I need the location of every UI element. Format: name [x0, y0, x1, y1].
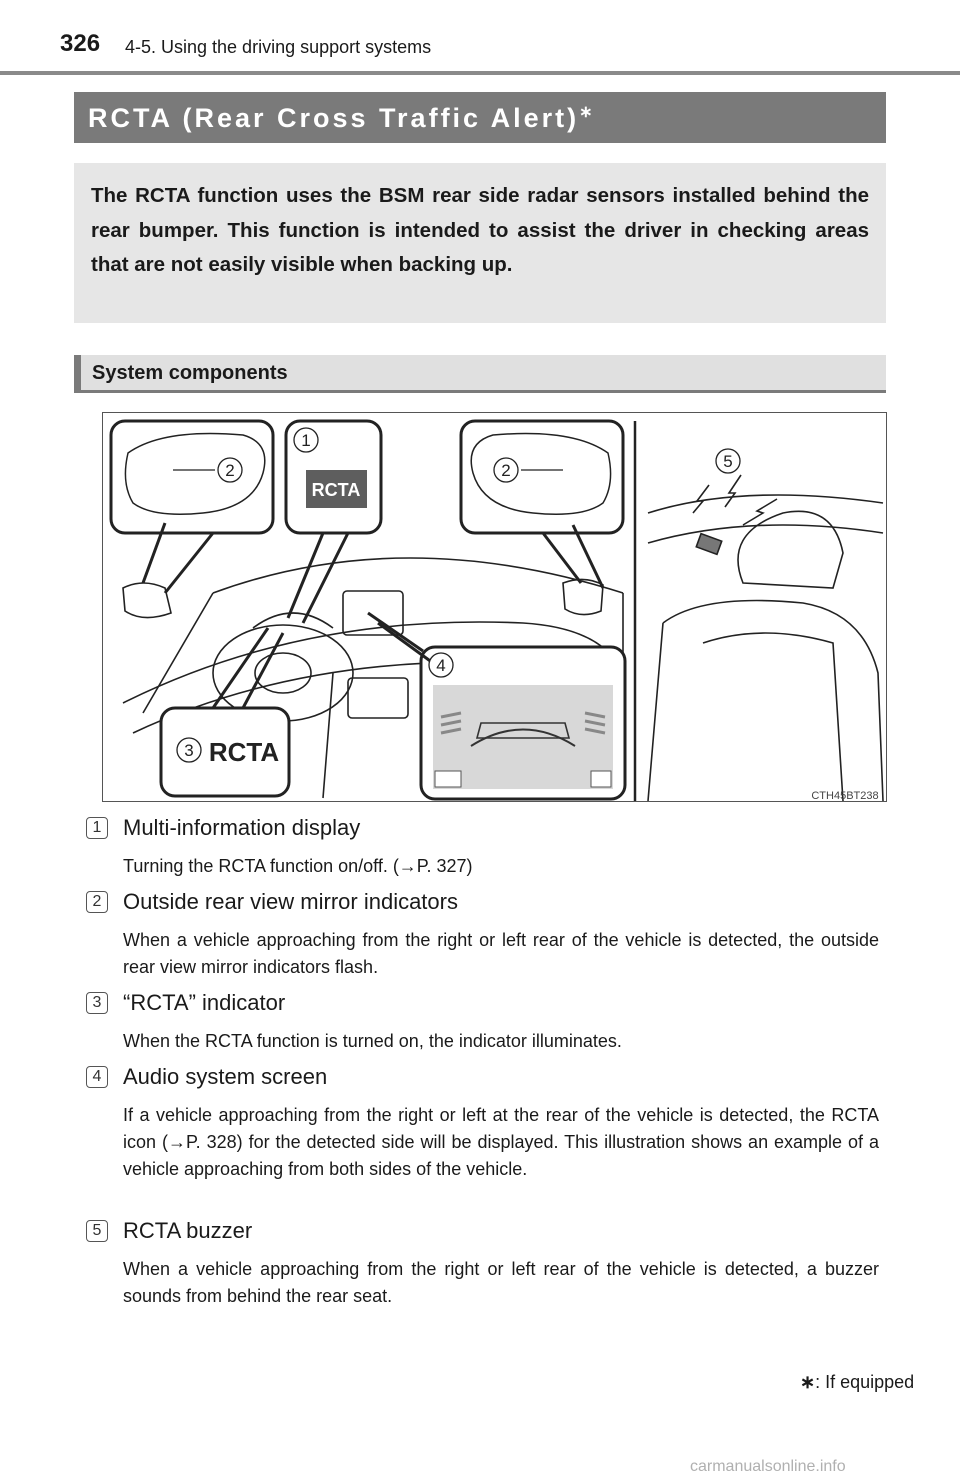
section-title: 4-5. Using the driving support systems — [125, 37, 432, 57]
item-title: Audio system screen — [123, 1064, 328, 1089]
mid-inset — [286, 421, 381, 623]
rear-shelf — [648, 495, 883, 513]
item-description: When a vehicle approaching from the right or left rear of the vehicle is detected, a buzzer sounds from behind the rear seat. — [123, 1259, 879, 1306]
item-number: 3 — [86, 992, 108, 1014]
subheading: System components — [92, 362, 288, 384]
callout-3: 3 — [184, 741, 194, 760]
headrest — [738, 511, 843, 588]
shift-area — [348, 678, 408, 718]
sound-wave-right — [743, 499, 777, 525]
item-number: 1 — [86, 817, 108, 839]
page-title — [88, 102, 593, 134]
footnote — [800, 1372, 914, 1393]
subheading-bar — [74, 355, 886, 393]
system-components-illustration — [102, 412, 887, 802]
item-description: When the RCTA function is turned on, the indicator illuminates. — [123, 1031, 622, 1051]
item-number: 4 — [86, 1066, 108, 1088]
left-mirror — [123, 583, 171, 618]
item-description: If a vehicle approaching from the right or left at the rear of the vehicle is detected, the RCTA icon (→P. 328) for the detected side will be displayed. This illustration shows an example of a vehicle approaching from both sides of the vehicle. — [123, 1105, 879, 1179]
rear-shelf-lower — [648, 525, 883, 543]
sound-wave-mid — [725, 475, 741, 507]
audio-screen-inset — [368, 613, 625, 799]
header-divider — [0, 71, 960, 75]
figure-code: CTH45BT238 — [811, 790, 879, 802]
item-title: Outside rear view mirror indicators — [123, 889, 458, 914]
watermark: carmanualsonline.info — [690, 1458, 846, 1475]
title-bar — [74, 92, 886, 143]
indicator-inset — [161, 628, 289, 796]
rear-seat — [648, 601, 883, 802]
item-title: RCTA buzzer — [123, 1218, 253, 1243]
mid-rcta-label: RCTA — [311, 480, 361, 500]
rear-seat-back — [703, 633, 843, 801]
callout-5: 5 — [723, 452, 733, 471]
item-number: 5 — [86, 1220, 108, 1242]
item-number: 2 — [86, 891, 108, 913]
equipped-marker: ∗ — [579, 104, 593, 121]
page-number: 326 — [60, 30, 101, 57]
windshield-line — [213, 558, 623, 593]
item-description: Turning the RCTA function on/off. (→P. 327) — [123, 856, 473, 876]
callout-1: 1 — [301, 431, 311, 450]
mirror-inset-left — [111, 421, 273, 593]
item-title: Multi-information display — [123, 815, 361, 840]
intro-box — [74, 163, 886, 323]
buzzer-unit — [696, 534, 721, 555]
illustration-svg — [103, 413, 887, 802]
callout-2-left: 2 — [225, 461, 235, 480]
callout-2-right: 2 — [501, 461, 511, 480]
a-pillar-left — [143, 593, 213, 713]
indicator-rcta-label: RCTA — [208, 737, 280, 767]
callout-4: 4 — [436, 656, 446, 675]
steering-hub — [255, 653, 311, 693]
footnote-text: : If equipped — [815, 1372, 915, 1392]
intro-text: The RCTA function uses the BSM rear side radar sensors installed behind the rear bumper. This function is intended to assist the driver in checking areas that are not easily visible when backing up. — [91, 184, 869, 276]
footnote-marker: ∗ — [800, 1372, 816, 1392]
sound-wave-left — [693, 485, 709, 513]
item-title: “RCTA” indicator — [123, 990, 286, 1015]
page-title-text: RCTA (Rear Cross Traffic Alert) — [88, 103, 580, 133]
item-description: When a vehicle approaching from the right or left rear of the vehicle is detected, the outside rear view mirror indicators flash. — [123, 930, 879, 977]
